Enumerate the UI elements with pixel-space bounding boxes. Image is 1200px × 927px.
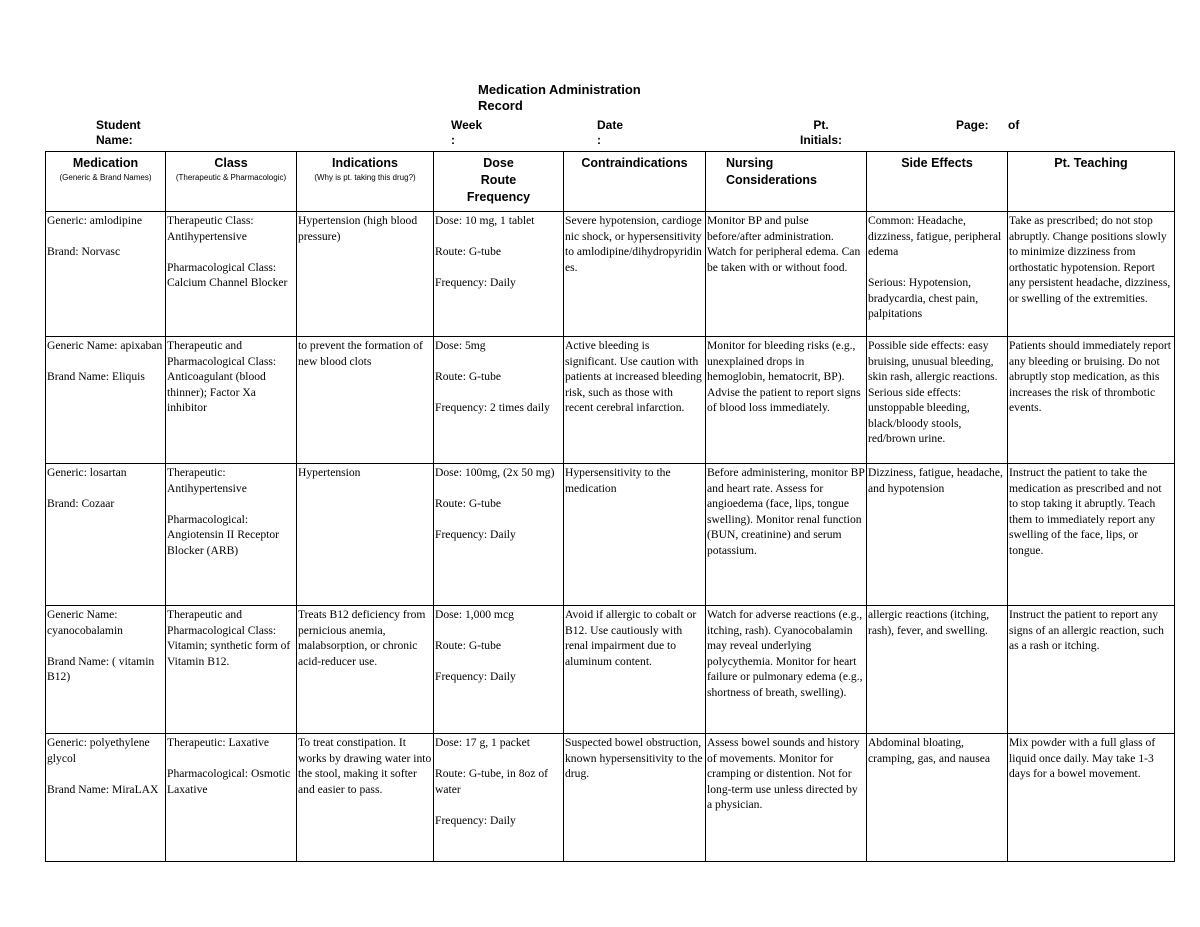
cell-text: Dose: 100mg, (2x 50 mg) (435, 466, 555, 479)
cell-text: Hypersensitivity to the medication (565, 466, 671, 495)
cell-side-effects (867, 464, 1008, 606)
cell-text: Route: G-tube, in 8oz of water (435, 767, 549, 796)
cell-text: Hypertension (298, 466, 361, 479)
cell-text: Serious: Hypotension, bradycardia, chest pain, palpitations (868, 276, 979, 320)
cell-text: Instruct the patient to report any signs of an allergic reaction, such as a rash or itching. (1009, 608, 1164, 652)
pt-initials-label: Pt. Initials: (800, 118, 843, 147)
cell-class (166, 212, 297, 337)
cell-text: Suspected bowel obstruction, known hypersensitivity to the drug. (565, 736, 703, 780)
cell-text: Before administering, monitor BP and heart rate. Assess for angioedema (face, lips, tongue swelling). Monitor renal function (BUN, creatinine) and serum potassium. (707, 466, 865, 557)
cell-text: Abdominal bloating, cramping, gas, and nausea (868, 736, 991, 765)
col-contraindications: Contraindications (564, 152, 706, 212)
cell-teaching (1008, 337, 1175, 464)
of-label: of (1008, 118, 1020, 132)
cell-teaching (1008, 464, 1175, 606)
cell-side-effects (867, 212, 1008, 337)
date-label: Date : (597, 118, 624, 147)
cell-nursing (706, 212, 867, 337)
cell-contraindications (564, 337, 706, 464)
cell-teaching (1008, 212, 1175, 337)
cell-contraindications (564, 212, 706, 337)
cell-text: Assess bowel sounds and history of movements. Monitor for cramping or distention. Not for long-term use unless directed by a physician. (707, 736, 860, 811)
title-line-2: Record (478, 98, 523, 113)
cell-nursing (706, 464, 867, 606)
cell-text: Therapeutic Class: Antihypertensive (167, 214, 254, 243)
cell-text: Dose: 5mg (435, 339, 486, 352)
cell-text: Monitor for bleeding risks (e.g., unexplained drops in hemoglobin, hematocrit, BP). Advise the patient to report signs of blood loss immediately. (707, 339, 861, 414)
cell-nursing (706, 337, 867, 464)
cell-text: Watch for adverse reactions (e.g., itching, rash). Cyanocobalamin may reveal underlying polycythemia. Monitor for heart failure or pulmonary edema (e.g., shortness of breath, swelling). (707, 608, 863, 699)
cell-text: Severe hypotension, cardiogenic shock, or hypersensitivity to amlodipine/dihydropyridines. (565, 214, 702, 274)
cell-indications (297, 464, 434, 606)
cell-contraindications (564, 606, 706, 734)
col-side-effects: Side Effects (867, 152, 1008, 212)
week-label: Week : (451, 118, 483, 147)
cell-text: Generic: polyethylene glycol (47, 736, 150, 765)
cell-text: Route: G-tube (435, 370, 502, 383)
cell-indications (297, 734, 434, 862)
cell-text: Mix powder with a full glass of liquid once daily. May take 1-3 days for a bowel movement. (1009, 736, 1156, 780)
cell-nursing (706, 734, 867, 862)
cell-text: Generic Name: cyanocobalamin (47, 608, 123, 637)
cell-text: Common: Headache, dizziness, fatigue, peripheral edema (868, 214, 1002, 258)
student-name-label: Student Name: (96, 118, 141, 147)
cell-text: Route: G-tube (435, 245, 502, 258)
cell-text: Brand Name: MiraLAX (47, 782, 159, 796)
cell-contraindications (564, 734, 706, 862)
cell-text: Dose: 1,000 mcg (435, 608, 514, 621)
cell-medication (46, 337, 166, 464)
medication-table (45, 151, 1175, 862)
cell-text: Frequency: Daily (435, 528, 516, 541)
cell-dose (434, 606, 564, 734)
cell-medication (46, 606, 166, 734)
cell-side-effects (867, 734, 1008, 862)
cell-text: to prevent the formation of new blood clots (298, 339, 423, 368)
col-indications: Indications (Why is pt. taking this drug?) (297, 152, 434, 212)
table-row (46, 734, 1175, 862)
cell-dose (434, 337, 564, 464)
table-row (46, 464, 1175, 606)
table-row (46, 337, 1175, 464)
page-title (478, 82, 688, 114)
cell-text: Generic Name: apixaban (47, 339, 163, 352)
cell-text: Treats B12 deficiency from pernicious anemia, malabsorption, or chronic acid-reducer use. (298, 608, 426, 668)
cell-nursing (706, 606, 867, 734)
cell-text: Pharmacological Class: Calcium Channel Blocker (167, 260, 288, 289)
cell-text: Dose: 10 mg, 1 tablet (435, 214, 535, 227)
cell-text: Brand Name: ( vitamin B12) (47, 654, 155, 683)
col-class: Class (Therapeutic & Pharmacologic) (166, 152, 297, 212)
cell-class (166, 606, 297, 734)
col-medication: Medication (Generic & Brand Names) (46, 152, 166, 212)
cell-text: Route: G-tube (435, 497, 502, 510)
cell-text: Therapeutic and Pharmacological Class: Anticoagulant (blood thinner); Factor Xa inhibitor (167, 339, 277, 414)
cell-text: Frequency: Daily (435, 813, 516, 827)
cell-text: Brand: Cozaar (47, 497, 115, 510)
cell-text: Frequency: Daily (435, 670, 516, 683)
cell-side-effects (867, 337, 1008, 464)
title-line-1: Medication Administration (478, 82, 641, 97)
cell-contraindications (564, 464, 706, 606)
header-row (46, 152, 1175, 212)
cell-side-effects (867, 606, 1008, 734)
cell-text: Active bleeding is significant. Use caution with patients at increased bleeding risk, such as those with recent cerebral infarction. (565, 339, 702, 414)
cell-dose (434, 464, 564, 606)
cell-dose (434, 734, 564, 862)
cell-text: Dizziness, fatigue, headache, and hypotension (868, 466, 1003, 495)
cell-text: Therapeutic: Antihypertensive (167, 466, 247, 495)
cell-text: Pharmacological: Angiotensin II Receptor Blocker (ARB) (167, 512, 280, 557)
cell-indications (297, 606, 434, 734)
cell-class (166, 337, 297, 464)
cell-text: Therapeutic: Laxative (167, 736, 270, 749)
cell-text: Therapeutic and Pharmacological Class: Vitamin; synthetic form of Vitamin B12. (167, 608, 291, 668)
cell-text: Patients should immediately report any bleeding or bruising. Do not abruptly stop medication, as this increases the risk of thrombotic events. (1009, 339, 1171, 414)
cell-class (166, 734, 297, 862)
cell-class (166, 464, 297, 606)
cell-medication (46, 212, 166, 337)
cell-text: Generic: amlodipine (47, 214, 142, 227)
cell-text: Avoid if allergic to cobalt or B12. Use cautiously with renal impairment due to aluminum content. (565, 608, 697, 668)
col-dose-route-frequency: Dose Route Frequency (434, 152, 564, 212)
cell-text: Monitor BP and pulse before/after administration. Watch for peripheral edema. Can be taken with or without food. (707, 214, 861, 274)
cell-indications (297, 337, 434, 464)
cell-text: Route: G-tube (435, 639, 502, 652)
cell-text: Frequency: 2 times daily (435, 401, 550, 414)
cell-teaching (1008, 734, 1175, 862)
cell-indications (297, 212, 434, 337)
cell-text: allergic reactions (itching, rash), fever, and swelling. (868, 608, 990, 637)
table-row (46, 212, 1175, 337)
cell-medication (46, 734, 166, 862)
cell-text: Brand: Norvasc (47, 245, 121, 258)
cell-text: Instruct the patient to take the medication as prescribed and not to stop taking it abruptly. Teach them to immediately report any swelling of the face, lips, or tongue. (1009, 466, 1162, 557)
cell-text: Possible side effects: easy bruising, unusual bleeding, skin rash, allergic reactions. Serious side effects: unstoppable bleeding, black/bloody stools, red/brown urine. (868, 339, 998, 445)
cell-text: Generic: losartan (47, 466, 127, 479)
cell-text: Hypertension (high blood pressure) (298, 214, 418, 243)
cell-text: Dose: 17 g, 1 packet (435, 736, 530, 749)
cell-medication (46, 464, 166, 606)
cell-text: Brand Name: Eliquis (47, 370, 145, 383)
cell-text: To treat constipation. It works by drawing water into the stool, making it softer and easier to pass. (298, 736, 432, 796)
cell-text: Pharmacological: Osmotic Laxative (167, 767, 291, 796)
cell-text: Take as prescribed; do not stop abruptly. Change positions slowly to minimize dizziness from orthostatic hypotension. Report any persistent headache, dizziness, or swelling of the extremities. (1009, 214, 1171, 305)
cell-dose (434, 212, 564, 337)
cell-text: Frequency: Daily (435, 276, 516, 289)
col-nursing-considerations: Nursing Considerations (706, 152, 867, 212)
table-row (46, 606, 1175, 734)
page-label: Page: (956, 118, 989, 132)
cell-teaching (1008, 606, 1175, 734)
col-pt-teaching: Pt. Teaching (1008, 152, 1175, 212)
